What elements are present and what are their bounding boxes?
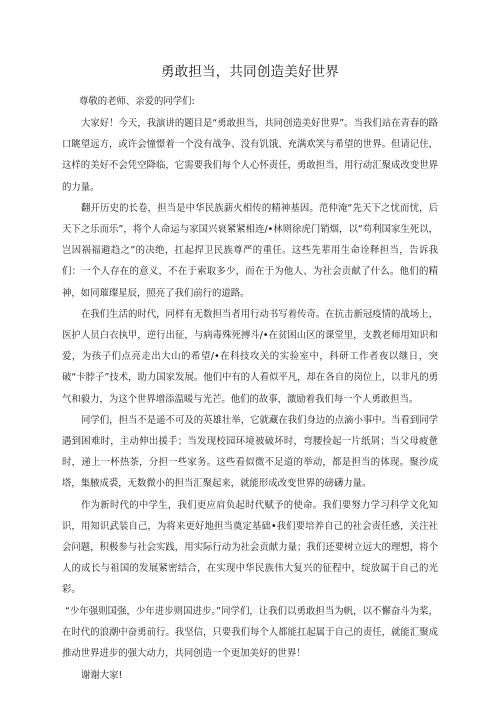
paragraph-intro: 大家好！今天，我演讲的题目是“勇敢担当，共同创造美好世界”。当我们站在青春的路口眺望远方，或许会憧憬着一个没有战争、没有饥饿、充满欢笑与希望的世界。但请记住，这样的美好不会凭空降临，它需要我们每个人心怀责任，勇敢担当，用行动汇聚成改变世界的力量。 xyxy=(62,118,438,193)
paragraph-conclusion: “少年强则国强，少年进步则国进步。”同学们，让我们以勇敢担当为帆，以不懈奋斗为桨，在时代的浪潮中奋勇前行。我坚信，只要我们每个人都能扛起属于自己的责任，就能汇聚成推动世界进步的强大动力，共同创造一个更加美好的世界！ xyxy=(62,605,438,660)
closing-thanks: 谢谢大家! xyxy=(81,670,123,682)
document-title: 勇敢担当，共同创造美好世界 xyxy=(160,64,340,80)
paragraph-mission: 作为新时代的中学生，我们更应肩负起时代赋予的使命。我们要努力学习科学文化知识，用知识武装自己，为将来更好地担当奠定基础•我们要培养自己的社会责任感，关注社会问题，积极参与社会实践，用实际行动为社会贡献力量；我们还要树立远大的理想，将个人的成长与祖国的发展紧密结合，在实现中华民族伟大复兴的征程中，绽放属于自己的光彩。 xyxy=(62,499,438,596)
paragraph-daily: 同学们，担当不是遥不可及的英雄壮举，它就藏在我们身边的点滴小事中。当看到同学遇到困难时，主动伸出援手；当发现校园环境被破坏时，弯腰捡起一片纸屑；当父母疲惫时，递上一杯热茶，分担一些家务。这些看似微不足道的举动，都是担当的体现。聚沙成塔，集腋成裘，无数微小的担当汇聚起来，就能形成改变世界的磅礴力量。 xyxy=(62,414,438,490)
paragraph-history: 翻开历史的长卷，担当是中华民族薪火相传的精神基因。范仲淹“先天下之忧而忧，后天下之乐而乐”，将个人命运与家国兴衰紧紧相连/•林则徐虎门销烟，以“苟利国家生死以，岂因祸福避趋之”的决绝，扛起捍卫民族尊严的重任。这些先辈用生命诠释担当，告诉我们：一个人存在的意义，不在于索取多少，而在于为他人、为社会贡献了什么。他们的精神，如同璀璨星辰，照亮了我们前行的道路。 xyxy=(62,202,438,299)
greeting: 尊敬的老师、亲爱的同学们: xyxy=(79,96,195,107)
paragraph-era: 在我们生活的时代，同样有无数担当者用行动书写着传奇。在抗击新冠疫情的战场上，医护人员白衣执甲，逆行出征，与病毒殊死搏斗/•在贫困山区的课堂里，支教老师用知识和爱，为孩子们点亮走出大山的希望/•在科技攻关的实验室中，科研工作者夜以继日，突破“卡脖子”技术，助力国家发展。他们中有的人看似平凡，却在各自的岗位上，以非凡的勇气和毅力，为这个世界增添温暖与光芒。他们的故事，激励着我们每一个人勇敢担当。 xyxy=(62,308,438,405)
